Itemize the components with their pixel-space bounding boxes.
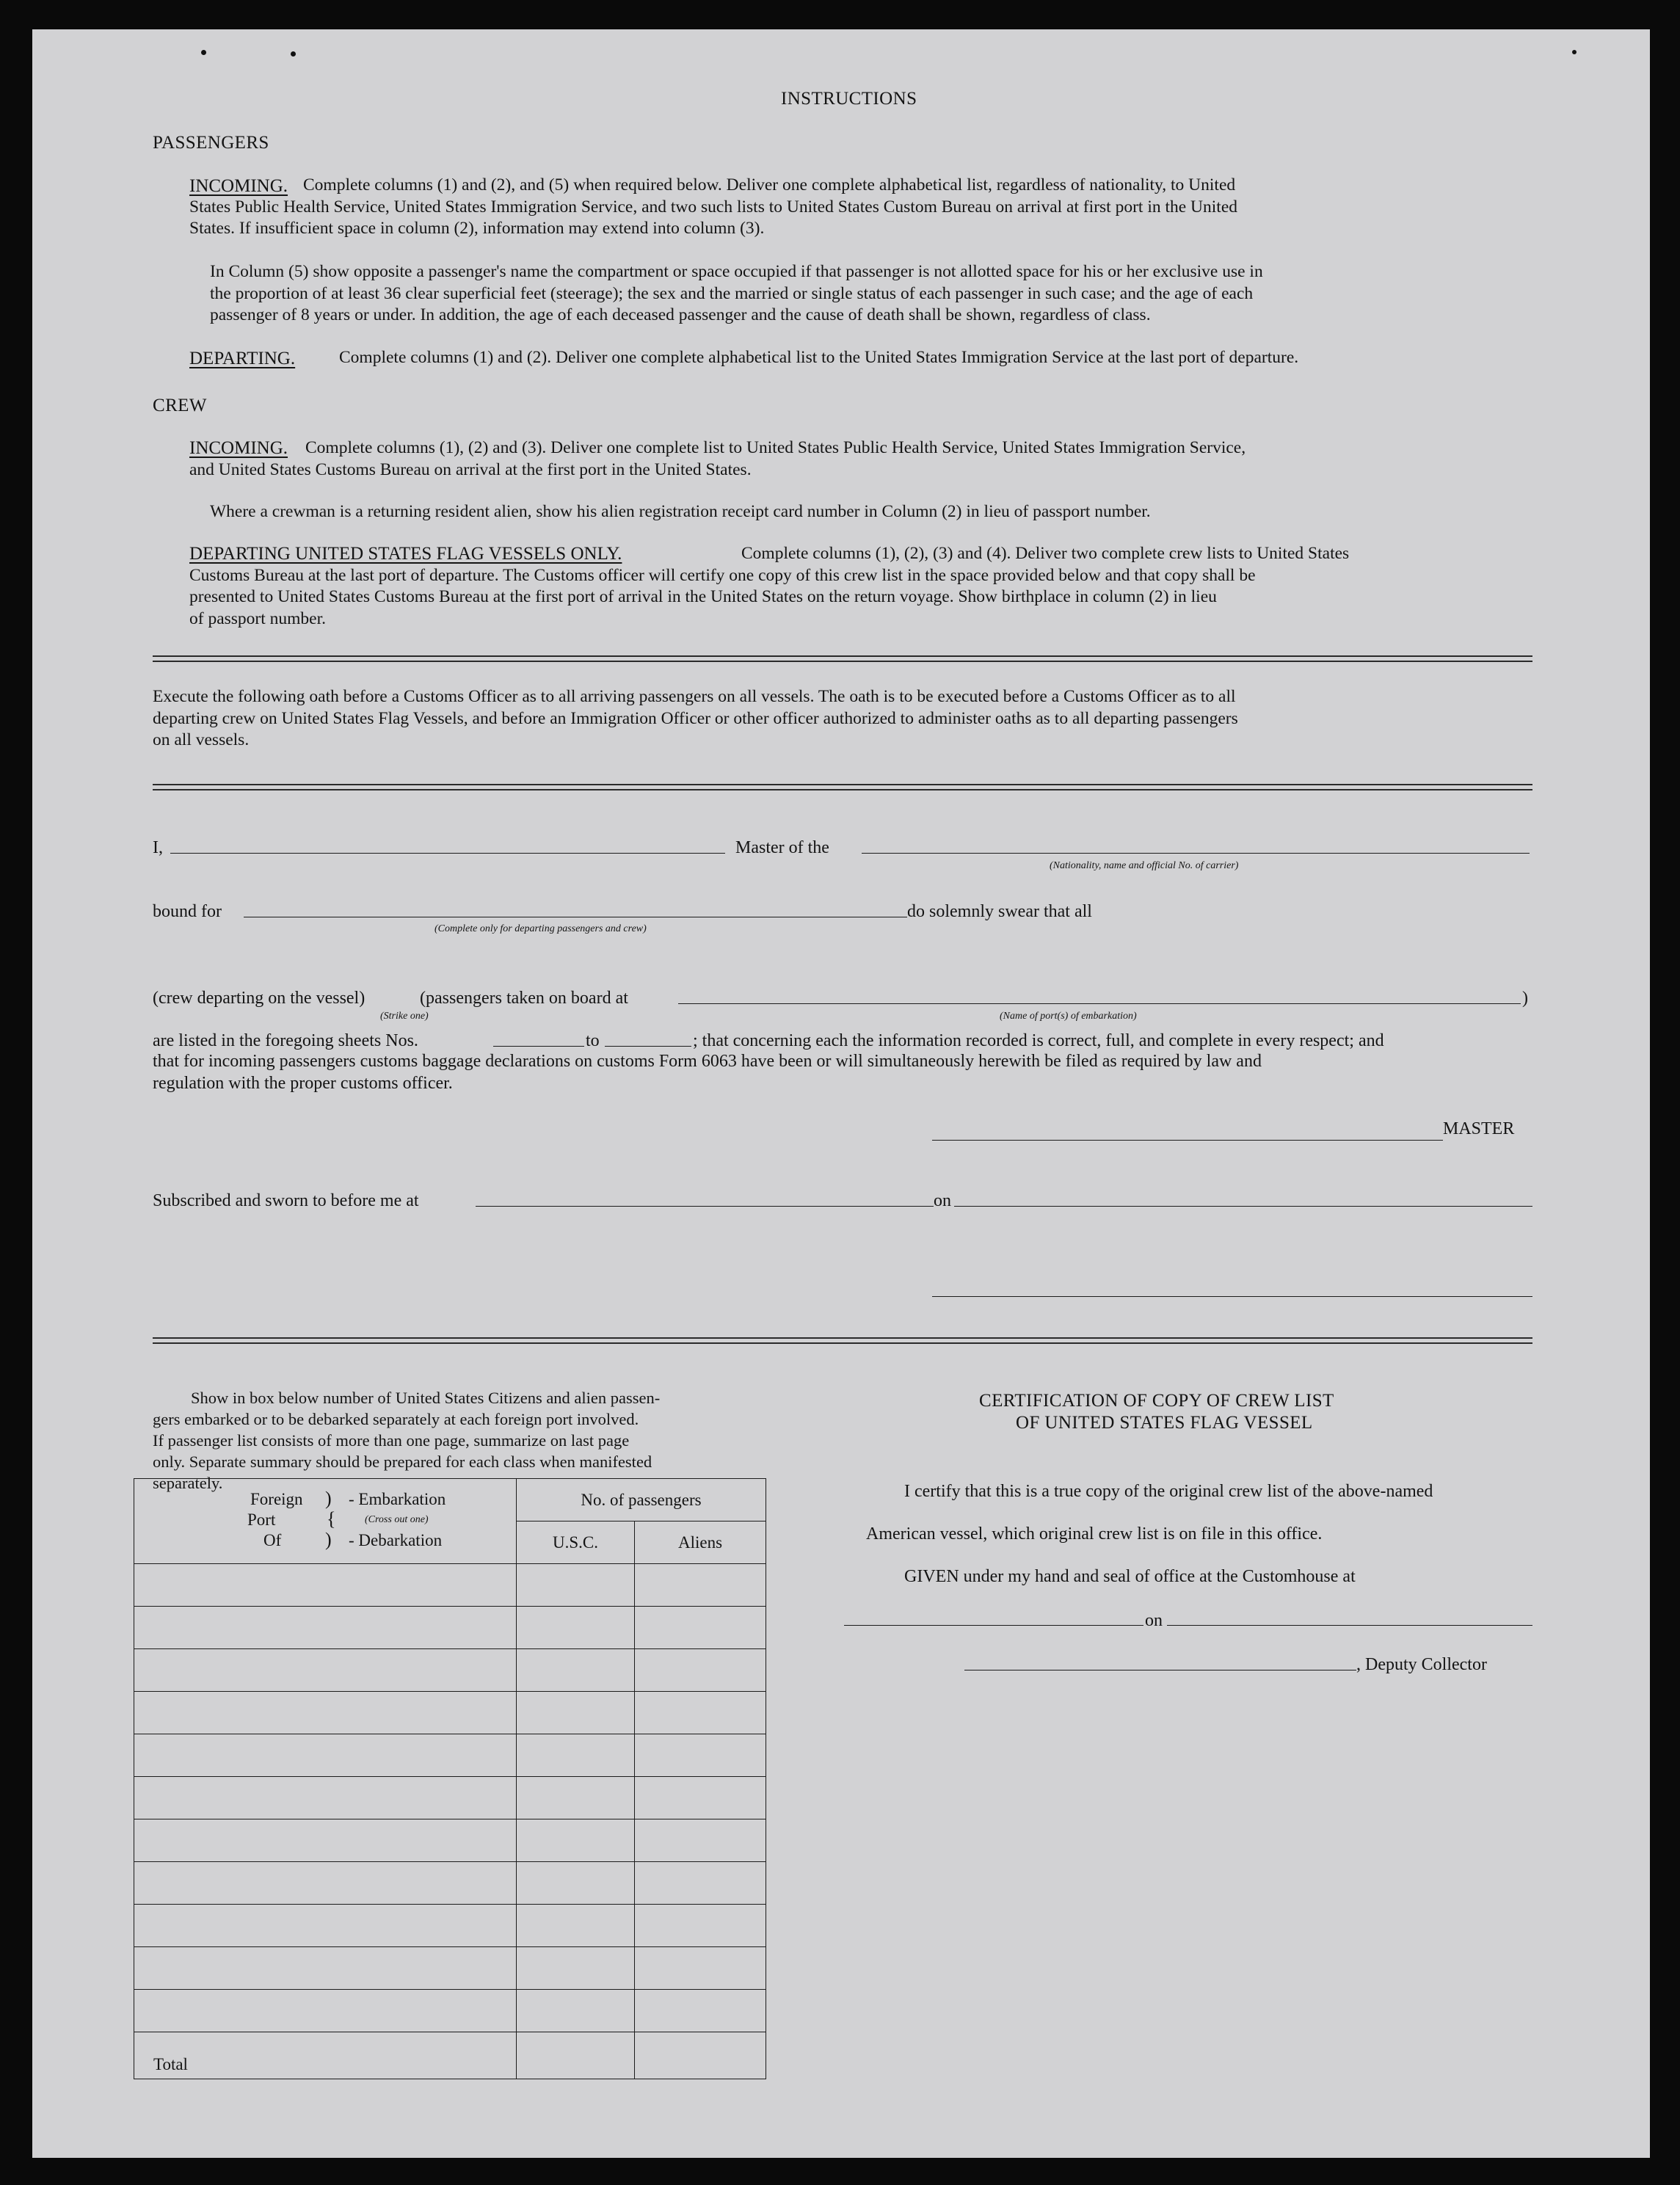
double-rule-top <box>153 655 1532 657</box>
passengers-departing-text: Complete columns (1) and (2). Deliver one complete alphabetical list to the United States Immigration Service at the last port of departure. <box>339 348 1299 367</box>
usc-header <box>517 1521 635 1564</box>
usc-cell[interactable] <box>517 1947 635 1990</box>
foreign-label: Foreign <box>250 1490 303 1508</box>
port-label: Port <box>247 1510 276 1529</box>
passengers-on-board-option: (passengers taken on board at <box>420 989 628 1008</box>
aliens-cell[interactable] <box>635 1734 766 1777</box>
no-of-passengers-header <box>517 1479 766 1521</box>
sworn-place-field[interactable] <box>476 1206 934 1207</box>
certification-title-line2: OF UNITED STATES FLAG VESSEL <box>1016 1413 1313 1433</box>
aliens-cell[interactable] <box>635 1564 766 1607</box>
table-row <box>134 1734 766 1777</box>
aliens-cell[interactable] <box>635 1905 766 1947</box>
usc-cell[interactable] <box>517 1862 635 1905</box>
embarkation-ports-field[interactable] <box>678 1003 1521 1004</box>
summary-instructions: Show in box below number of United States Citizens and alien passen- gers embarked or to be debarked separately at each foreign port involved. If passenger list consists of more than one page, summarize on last page only. Separate summary should be prepared for each class when manifested separately. <box>153 1389 661 1492</box>
double-rule-bottom <box>153 661 1532 662</box>
oath-i-label: I, <box>153 838 163 857</box>
total-aliens-cell[interactable] <box>635 2032 766 2079</box>
port-cell[interactable] <box>134 1564 517 1607</box>
passengers-column5-text: In Column (5) show opposite a passenger's name the compartment or space occupied if that passenger is not allotted space for his or her exclusive use in the proportion of at least 36 clear superficial feet (steerage); the sex and the married or single status of each passenger in such case; and the age of each passenger of 8 years or under. In addition, the age of each deceased passenger and the cause of death shall be shown, regardless of class. <box>210 262 1263 324</box>
aliens-cell[interactable] <box>635 1862 766 1905</box>
cross-out-caption: (Cross out one) <box>365 1514 429 1525</box>
table-header-row <box>134 1479 766 1521</box>
aliens-header <box>635 1521 766 1564</box>
brace-icon: ) <box>325 1488 332 1509</box>
sheet-to-field[interactable] <box>605 1046 691 1047</box>
customs-text: that for incoming passengers customs baggage declarations on customs Form 6063 have been or will simultaneously herewith be filed as required by law and regulation with the proper customs officer. <box>153 1052 1262 1093</box>
double-rule-top <box>153 784 1532 785</box>
close-paren: ) <box>1522 989 1528 1008</box>
aliens-cell[interactable] <box>635 1649 766 1692</box>
certification-date-field[interactable] <box>1167 1625 1532 1626</box>
port-cell[interactable] <box>134 1734 517 1777</box>
usc-cell[interactable] <box>517 1905 635 1947</box>
master-label: MASTER <box>1443 1119 1515 1138</box>
aliens-cell[interactable] <box>635 1819 766 1862</box>
strike-caption: (Strike one) <box>380 1011 429 1022</box>
master-signature-field[interactable] <box>932 1140 1443 1141</box>
usc-cell[interactable] <box>517 1777 635 1819</box>
crew-heading: CREW <box>153 396 207 415</box>
crew-departing-option: (crew departing on the vessel) <box>153 989 366 1008</box>
port-cell[interactable] <box>134 1607 517 1649</box>
deputy-collector-label: , Deputy Collector <box>1356 1655 1487 1674</box>
table-row <box>134 1564 766 1607</box>
aliens-cell[interactable] <box>635 1947 766 1990</box>
brace-icon: ) <box>325 1529 332 1550</box>
table-row <box>134 1905 766 1947</box>
no-of-passengers-label: No. of passengers <box>581 1490 702 1509</box>
crew-incoming-text: Complete columns (1), (2) and (3). Deliver one complete list to United States Public Health Service, United States Immigration Service, and United States Customs Bureau on arrival at the first port in the United States. <box>189 438 1246 479</box>
port-cell[interactable] <box>134 1905 517 1947</box>
usc-cell[interactable] <box>517 1819 635 1862</box>
port-cell[interactable] <box>134 1777 517 1819</box>
oath-instructions: Execute the following oath before a Customs Officer as to all arriving passengers on all vessels. The oath is to be executed before a Customs Officer as to all departing crew on United States Flag Vessels, and before an Immigration Officer or other officer authorized to administer oaths as to all departing passengers on all vessels. <box>153 687 1238 749</box>
certification-line1: I certify that this is a true copy of the original crew list of the above-named <box>904 1482 1433 1501</box>
to-label: to <box>586 1031 600 1050</box>
subscribed-label: Subscribed and sworn to before me at <box>153 1191 419 1210</box>
aliens-label: Aliens <box>677 1533 723 1552</box>
usc-cell[interactable] <box>517 1990 635 2032</box>
debarkation-label: - Debarkation <box>349 1531 443 1549</box>
usc-cell[interactable] <box>517 1692 635 1734</box>
aliens-cell[interactable] <box>635 1777 766 1819</box>
complete-only-caption: (Complete only for departing passengers and crew) <box>434 923 647 934</box>
port-header-cell <box>134 1479 517 1564</box>
usc-label: U.S.C. <box>553 1533 598 1552</box>
usc-cell[interactable] <box>517 1734 635 1777</box>
scan-speck <box>291 51 296 57</box>
carrier-field[interactable] <box>862 853 1530 854</box>
passengers-incoming-label: INCOMING. <box>189 176 288 196</box>
table-row <box>134 1862 766 1905</box>
ports-caption: (Name of port(s) of embarkation) <box>1000 1011 1137 1022</box>
usc-cell[interactable] <box>517 1607 635 1649</box>
master-name-field[interactable] <box>170 853 725 854</box>
bound-for-label: bound for <box>153 902 222 921</box>
total-usc-cell[interactable] <box>517 2032 635 2079</box>
double-rule-top <box>153 1337 1532 1339</box>
table-row <box>134 1607 766 1649</box>
aliens-cell[interactable] <box>635 1990 766 2032</box>
crew-incoming-label: INCOMING. <box>189 438 288 458</box>
crew-departing-label: DEPARTING UNITED STATES FLAG VESSELS ONLY. <box>189 544 622 564</box>
table-row <box>134 1777 766 1819</box>
scan-speck <box>1572 50 1577 54</box>
certification-title-line1: CERTIFICATION OF COPY OF CREW LIST <box>979 1391 1334 1411</box>
double-rule-bottom <box>153 1342 1532 1344</box>
certification-on-label: on <box>1145 1611 1163 1630</box>
table-row <box>134 1990 766 2032</box>
table-row <box>134 1649 766 1692</box>
table-row <box>134 1819 766 1862</box>
certification-line3: GIVEN under my hand and seal of office at the Customhouse at <box>904 1567 1356 1586</box>
usc-cell[interactable] <box>517 1649 635 1692</box>
port-cell[interactable] <box>134 1862 517 1905</box>
table-row <box>134 1692 766 1734</box>
port-cell[interactable] <box>134 1692 517 1734</box>
certification-line2: American vessel, which original crew list is on file in this office. <box>866 1524 1323 1544</box>
nationality-caption: (Nationality, name and official No. of carrier) <box>1050 860 1239 871</box>
port-cell[interactable] <box>134 1947 517 1990</box>
aliens-cell[interactable] <box>635 1607 766 1649</box>
total-label: Total <box>153 2055 188 2073</box>
usc-cell[interactable] <box>517 1564 635 1607</box>
passengers-incoming-text: Complete columns (1) and (2), and (5) when required below. Deliver one complete alphabetical list, regardless of nationality, to United States Public Health Service, United States Immigration Service, and two such lists to United States Custom Bureau on arrival at first port in the United States. If insufficient space in column (2), information may extend into column (3). <box>189 175 1238 238</box>
sworn-date-field[interactable] <box>954 1206 1532 1207</box>
brace-icon: { <box>327 1508 336 1530</box>
passenger-summary-table <box>134 1478 766 2079</box>
listed-prefix: are listed in the foregoing sheets Nos. <box>153 1031 418 1050</box>
table-row <box>134 1947 766 1990</box>
total-row <box>134 2032 766 2079</box>
page-title: INSTRUCTIONS <box>781 89 917 109</box>
port-cell[interactable] <box>134 1990 517 2032</box>
of-label: Of <box>263 1531 282 1549</box>
sheet-from-field[interactable] <box>493 1046 584 1047</box>
port-cell[interactable] <box>134 1819 517 1862</box>
customhouse-field[interactable] <box>844 1625 1143 1626</box>
listed-suffix: ; that concerning each the information recorded is correct, full, and complete in every respect; and <box>693 1031 1384 1050</box>
swear-label: do solemnly swear that all <box>907 902 1092 921</box>
crew-departing-text: Complete columns (1), (2), (3) and (4). Deliver two complete crew lists to United States Customs Bureau at the last port of departure. The Customs officer will certify one copy of this crew list in the space provided below and that copy shall be presented to United States Customs Bureau at the first port of arrival in the United States on the return voyage. Show birthplace in column (2) in lieu of passport number. <box>189 544 1350 628</box>
master-of-label: Master of the <box>735 838 829 857</box>
port-cell[interactable] <box>134 1649 517 1692</box>
passengers-departing-label: DEPARTING. <box>189 349 296 368</box>
double-rule-bottom <box>153 789 1532 790</box>
embarkation-label: - Embarkation <box>349 1490 446 1508</box>
crew-resident-text: Where a crewman is a returning resident alien, show his alien registration receipt card number in Column (2) in lieu of passport number. <box>210 502 1151 521</box>
aliens-cell[interactable] <box>635 1692 766 1734</box>
officer-signature-field[interactable] <box>932 1296 1532 1297</box>
total-label-cell <box>134 2032 517 2079</box>
scan-speck <box>201 50 206 55</box>
passengers-heading: PASSENGERS <box>153 133 269 153</box>
sworn-on-label: on <box>934 1191 951 1210</box>
